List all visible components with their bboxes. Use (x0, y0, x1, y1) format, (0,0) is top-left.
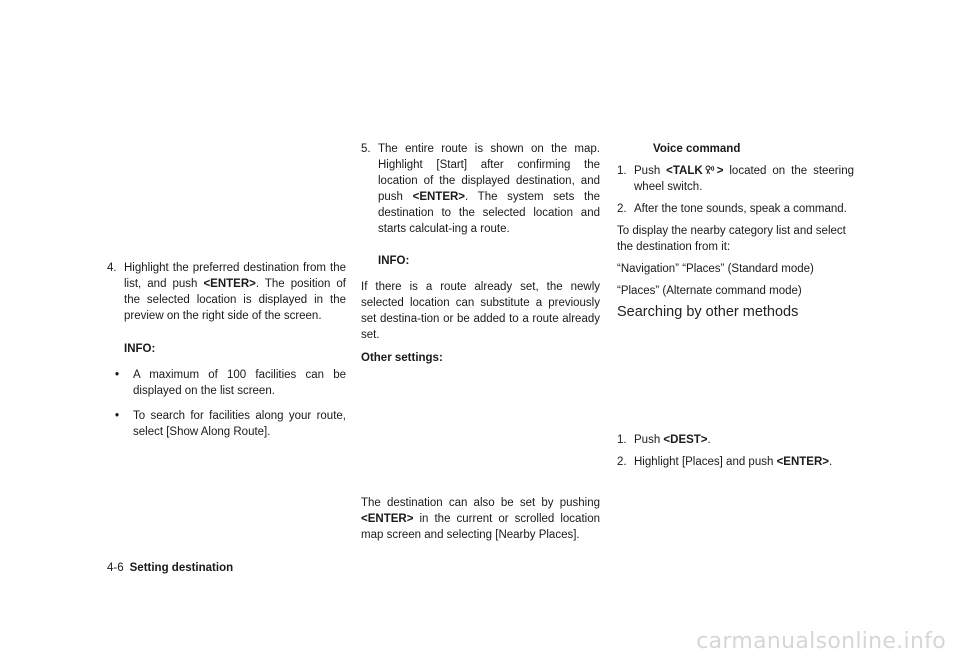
other-settings-label: Other settings: (361, 352, 443, 364)
enter-key: <ENTER> (203, 278, 256, 290)
page-footer (107, 560, 233, 576)
step-text: located on the steering wheel switch. (634, 165, 854, 193)
navigation-command: “Navigation” “Places” (Standard mode) (617, 263, 814, 275)
step-text: . (707, 434, 711, 446)
dest-key: <DEST> (663, 434, 708, 446)
step-5 (361, 141, 600, 237)
step-text: Highlight the preferred destination from the list, and push (124, 262, 346, 290)
step-number: 1. (617, 434, 627, 446)
voice-step-2 (617, 201, 854, 217)
column-right (617, 141, 854, 470)
enter-key: <ENTER> (361, 513, 414, 525)
section-title: Setting destination (129, 562, 234, 574)
talk-icon (705, 165, 715, 175)
search-step-1 (617, 432, 854, 448)
places-command: “Places” (Alternate command mode) (617, 285, 802, 297)
voice-command-heading (617, 141, 854, 157)
paragraph-text: The destination can also be set by pushing (361, 497, 600, 509)
bullet-dot: • (115, 410, 120, 422)
bullet-text: A maximum of 100 facilities can be displayed on the list screen. (133, 369, 346, 397)
talk-key-end: > (716, 165, 724, 177)
column-middle (361, 141, 600, 543)
talk-key: <TALK (666, 165, 703, 177)
step-number: 2. (617, 456, 627, 468)
voice-step-1 (617, 163, 854, 195)
searching-heading: Searching by other methods (617, 304, 799, 320)
step-text: Highlight [Places] and push (634, 456, 777, 468)
enter-key: <ENTER> (776, 456, 829, 468)
search-step-2 (617, 454, 854, 470)
step-number: 4. (107, 262, 117, 274)
step-text: The entire route is shown on the map. Highlight [Start] after confirming the location of the displayed destination, and push (378, 143, 600, 203)
step-text: Push (634, 434, 664, 446)
bullet-text: To search for facilities along your route, select [Show Along Route]. (133, 410, 346, 438)
other-settings-heading (361, 350, 600, 366)
step-text: Push (634, 165, 667, 177)
info-text: If there is a route already set, the newly selected location can substitute a previously set destina-tion or be added to a route already set. (361, 281, 600, 341)
column-left (107, 260, 346, 440)
bullet-item (107, 367, 346, 399)
nearby-places-paragraph (361, 495, 600, 543)
watermark: carmanualsonline.info (696, 629, 946, 654)
bullet-dot: • (115, 369, 120, 381)
step-text: After the tone sounds, speak a command. (634, 203, 847, 215)
info-heading: INFO: (378, 255, 410, 267)
step-number: 1. (617, 165, 627, 177)
display-paragraph: To display the nearby category list and select the destination from it: (617, 225, 846, 253)
step-text: . The system sets the destination to the selected location and starts calculat-ing a route. (378, 191, 600, 235)
step-text: . The position of the selected location is displayed in the preview on the right side of the screen. (124, 278, 346, 322)
info-heading: INFO: (124, 343, 156, 355)
paragraph-text: in the current or scrolled location map screen and selecting [Nearby Places]. (361, 513, 600, 541)
step-number: 5. (361, 143, 371, 155)
step-text: . (828, 456, 833, 468)
enter-key: <ENTER> (412, 191, 466, 203)
step-4 (107, 260, 346, 324)
bullet-item (107, 408, 346, 440)
page-number: 4-6 (107, 562, 124, 574)
step-number: 2. (617, 203, 627, 215)
voice-command-label: Voice command (653, 143, 741, 155)
